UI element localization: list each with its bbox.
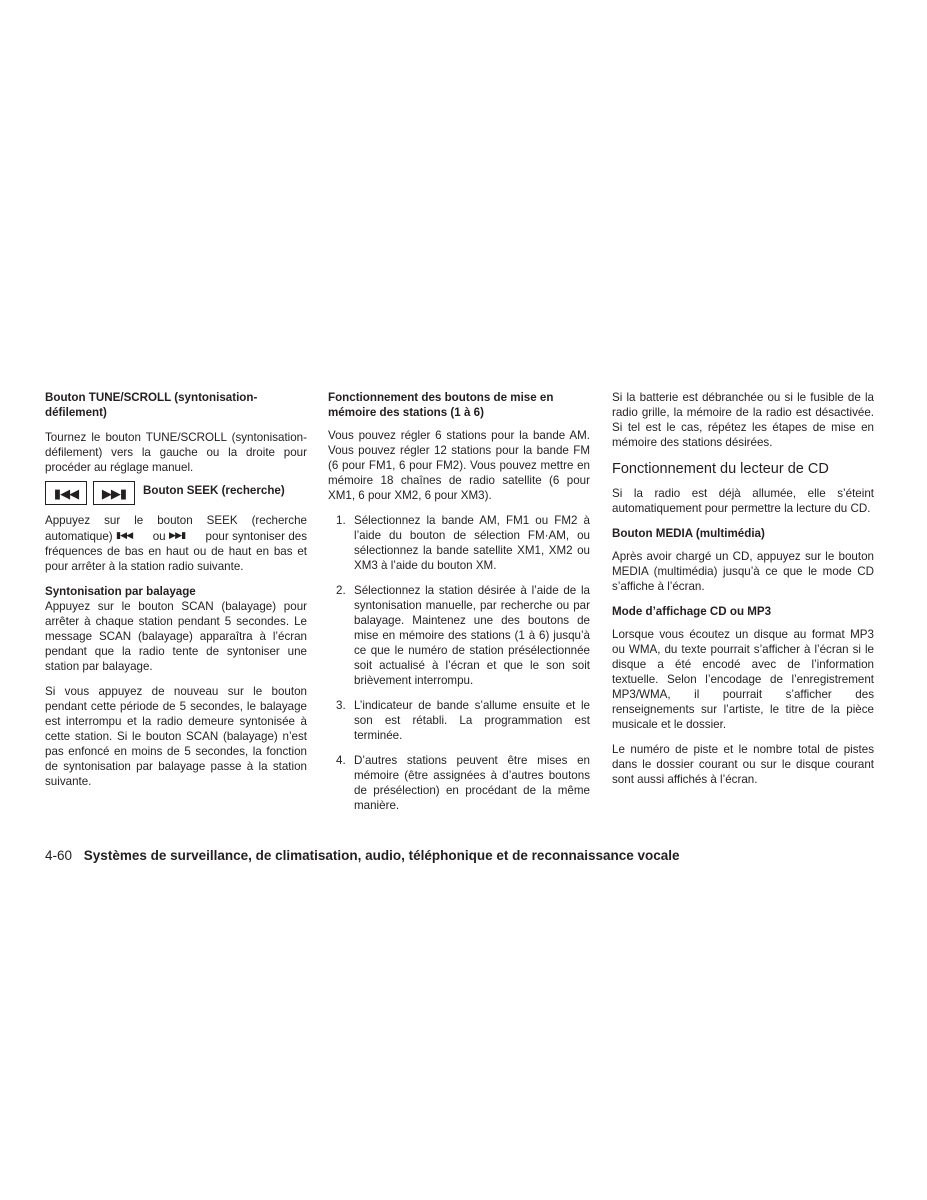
column-2 <box>328 390 590 823</box>
list-item: 3. L’indicateur de bande s’allume ensuite et le son est rétabli. La programmation est terminée. <box>336 699 590 742</box>
preset-intro: Vous pouvez régler 6 stations pour la bande AM. Vous pouvez régler 12 stations pour la bande FM (6 pour FM1, 6 pour FM2). Vous pouvez mettre en mémoire 18 chaînes de radio satellite (6 pour XM1, 6 pour XM2, 6 pour XM3). <box>328 429 590 502</box>
column-1 <box>45 390 307 799</box>
chapter-title: Systèmes de surveillance, de climatisation, audio, téléphonique et de reconnaissance vocale <box>83 848 680 863</box>
mode-heading: Mode d’affichage CD ou MP3 <box>612 605 772 618</box>
battery-text: Si la batterie est débranchée ou si le fusible de la radio grille, la mémoire de la radio est désactivée. Si tel est le cas, répétez les étapes de mise en mémoire des stations désirées. <box>612 391 874 449</box>
mode-text-1: Lorsque vous écoutez un disque au format MP3 ou WMA, du texte pourrait s’afficher à l’écran si le disque a été encodé avec de l’information textuelle. Selon l’encodage de l’enregistrement MP3/WMA, il pourrait s’afficher des renseignements sur l’artiste, le titre de la pièce musicale et le dossier. <box>612 628 874 731</box>
cd-text: Si la radio est déjà allumée, elle s’éteint automatiquement pour permettre la lecture du CD. <box>612 487 874 515</box>
list-item: 1. Sélectionnez la bande AM, FM1 ou FM2 à l’aide du bouton de sélection FM·AM, ou sélectionnez la bande satellite XM1, XM2 ou XM3 à l’aide du bouton XM. <box>336 514 590 572</box>
cd-section-title: Fonctionnement du lecteur de CD <box>612 461 829 477</box>
list-item: 4. D’autres stations peuvent être mises en mémoire (être assignées à d’autres boutons de présélection) en procédant de la même manière. <box>336 754 590 812</box>
scan-text-1: Appuyez sur le bouton SCAN (balayage) pour arrêter à chaque station pendant 5 secondes. Le message SCAN (balayage) apparaîtra à l’écran pendant que la radio tente de syntoniser une station par balayage. <box>45 600 307 673</box>
column-3 <box>612 390 874 797</box>
seek-back-icon: ▮◀◀ <box>45 481 87 505</box>
seek-text <box>45 513 307 574</box>
seek-forward-inline-icon: ▶▶▮ <box>169 530 186 540</box>
page-number: 4-60 <box>45 848 73 863</box>
page-footer <box>45 848 680 863</box>
tune-scroll-text: Tournez le bouton TUNE/SCROLL (syntonisation-défilement) vers la gauche ou la droite pour procéder au réglage manuel. <box>45 431 307 474</box>
scan-heading: Syntonisation par balayage <box>45 585 196 598</box>
preset-heading: Fonctionnement des boutons de mise en mémoire des stations (1 à 6) <box>328 391 554 419</box>
preset-steps-list <box>328 513 590 813</box>
seek-text-part-2: pour syntoniser des fréquences de bas en haut ou de haut en bas et pour arrêter à la station radio suivante. <box>45 530 308 573</box>
seek-text-or: ou <box>152 530 166 543</box>
seek-text-part-1: Appuyez sur le bouton SEEK (recherche automatique) <box>45 514 307 543</box>
mode-text-2: Le numéro de piste et le nombre total de pistes dans le dossier courant ou sur le disque courant sont aussi affichés à l’écran. <box>612 743 874 786</box>
list-item: 2. Sélectionnez la station désirée à l’aide de la syntonisation manuelle, par recherche ou par balayage. Maintenez une des boutons de mise en mémoire des stations (1 à 6) jusqu’à ce que le numéro de station présélectionnée soit actualisé à l’écran et que le son soit brièvement interrompu. <box>336 584 590 687</box>
tune-scroll-heading: Bouton TUNE/SCROLL (syntonisation-défilement) <box>45 391 258 419</box>
seek-back-inline-icon: ▮◀◀ <box>116 530 133 540</box>
seek-button-row <box>45 481 307 505</box>
seek-forward-icon: ▶▶▮ <box>93 481 135 505</box>
media-heading: Bouton MEDIA (multimédia) <box>612 527 765 540</box>
scan-text-2: Si vous appuyez de nouveau sur le bouton pendant cette période de 5 secondes, le balayage est interrompu et la radio demeure syntonisée à cette station. Si le bouton SCAN (balayage) n’est pas enfoncé en moins de 5 secondes, la fonction de syntonisation par balayage passe à la station suivante. <box>45 685 307 788</box>
media-text: Après avoir chargé un CD, appuyez sur le bouton MEDIA (multimédia) jusqu’à ce que le mode CD s’affiche à l’écran. <box>612 550 874 593</box>
seek-heading: Bouton SEEK (recherche) <box>143 484 285 497</box>
